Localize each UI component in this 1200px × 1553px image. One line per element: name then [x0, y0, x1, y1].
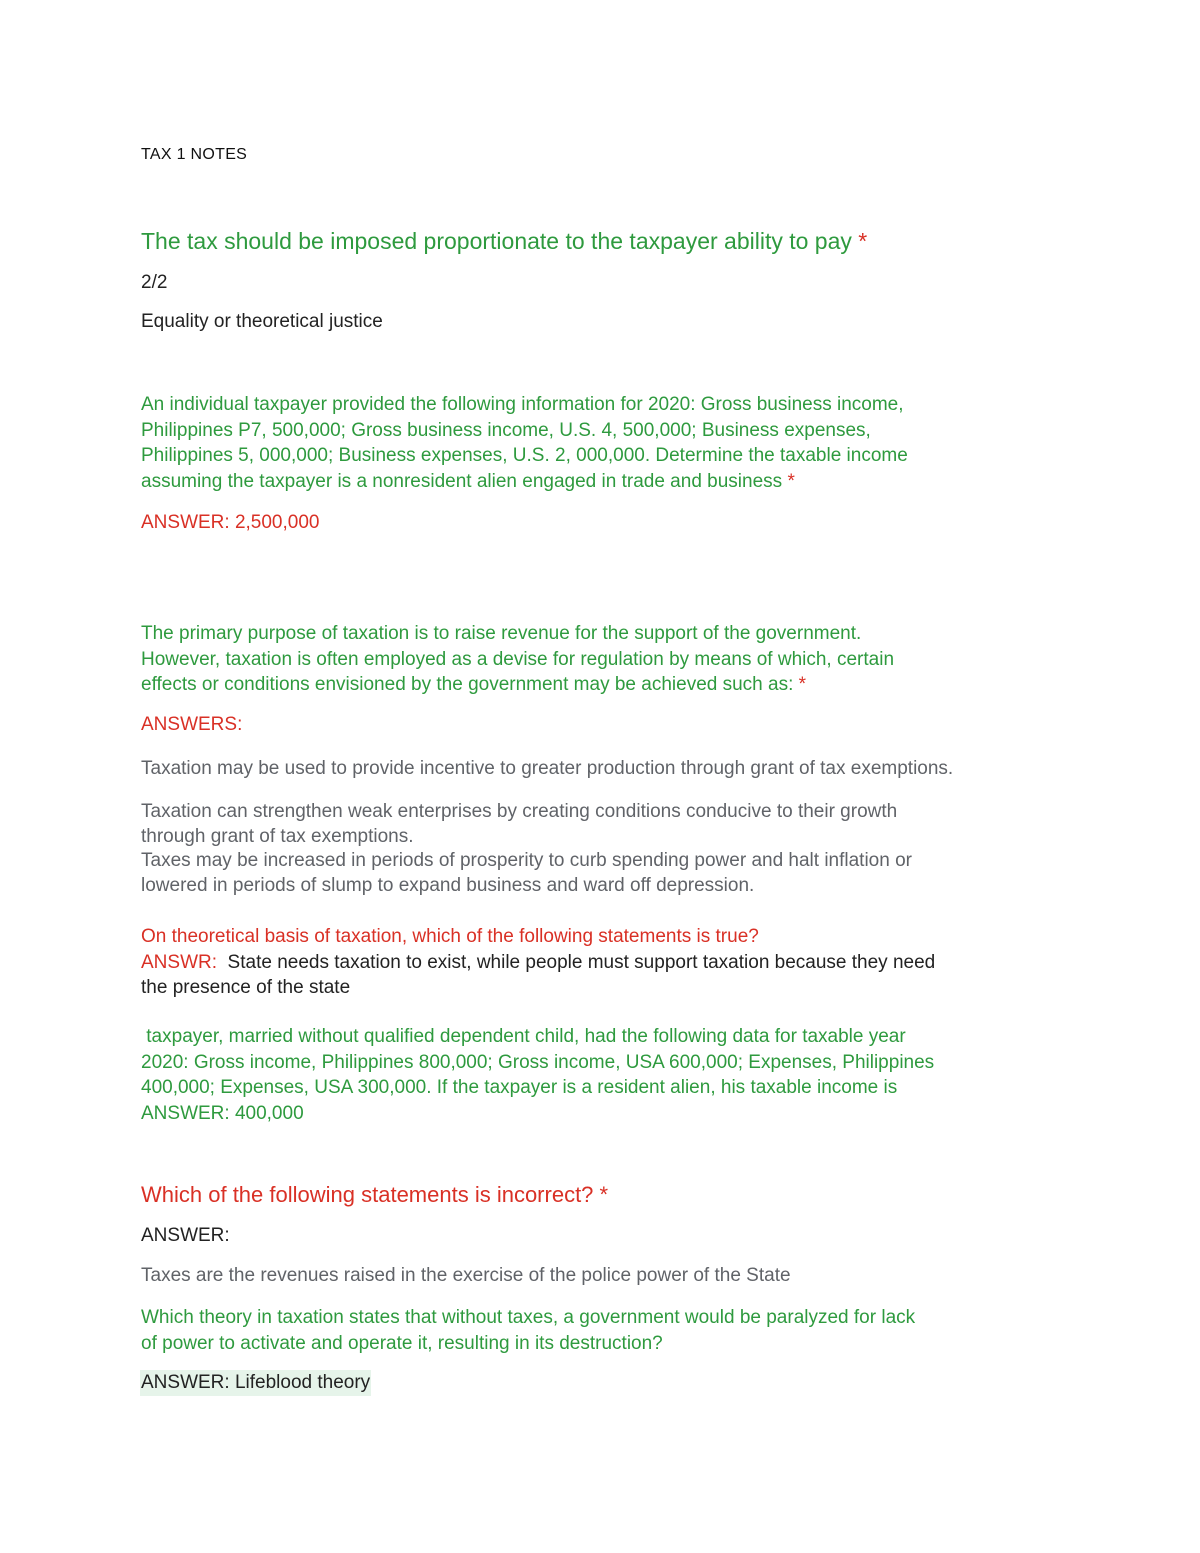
- question-6-text: Which of the following statements is incorrect?: [141, 1182, 594, 1207]
- question-4-answer-label: ANSWR:: [141, 951, 217, 973]
- answer-line: lowered in periods of slump to expand business and ward off depression.: [141, 874, 755, 896]
- question-4: [141, 924, 1051, 1001]
- question-7-answer: ANSWER: Lifeblood theory: [140, 1370, 371, 1396]
- question-6-answer-label: ANSWER:: [141, 1225, 230, 1246]
- question-7-line: of power to activate and operate it, resulting in its destruction?: [141, 1333, 663, 1354]
- answer-line: through grant of tax exemptions.: [141, 825, 414, 847]
- question-2-line: An individual taxpayer provided the following information for 2020: Gross business income,: [141, 394, 904, 415]
- question-5-line: 400,000; Expenses, USA 300,000. If the taxpayer is a resident alien, his taxable income is: [141, 1077, 898, 1098]
- question-2-line: Philippines 5, 000,000; Business expenses, U.S. 2, 000,000. Determine the taxable income: [141, 445, 908, 466]
- document-title: TAX 1 NOTES: [141, 146, 248, 163]
- question-3: [141, 621, 1071, 698]
- question-3-line: The primary purpose of taxation is to raise revenue for the support of the government.: [141, 623, 862, 644]
- question-1-score: 2/2: [141, 272, 168, 293]
- question-5-line: 2020: Gross income, Philippines 800,000; Gross income, USA 600,000; Expenses, Philippines: [141, 1051, 935, 1073]
- question-7-line: Which theory in taxation states that without taxes, a government would be paralyzed for lack: [141, 1307, 916, 1328]
- required-mark: *: [599, 1182, 609, 1207]
- question-4-answer-cont: the presence of the state: [141, 977, 351, 998]
- question-4-answer: State needs taxation to exist, while people must support taxation because they need: [217, 951, 936, 973]
- answer-line: Taxes may be increased in periods of prosperity to curb spending power and halt inflation or: [141, 850, 912, 871]
- question-1-answer: Equality or theoretical justice: [141, 311, 383, 332]
- question-1: [141, 228, 867, 255]
- question-6: [141, 1182, 608, 1208]
- question-6-answer: Taxes are the revenues raised in the exercise of the police power of the State: [141, 1265, 791, 1286]
- answer-line: Taxation can strengthen weak enterprises by creating conditions conducive to their growth: [141, 801, 898, 822]
- question-2-answer: ANSWER: 2,500,000: [141, 512, 320, 533]
- question-2-line: assuming the taxpayer is a nonresident alien engaged in trade and business: [141, 470, 783, 492]
- question-3-line: However, taxation is often employed as a devise for regulation by means of which, certain: [141, 648, 895, 670]
- question-5-line: taxpayer, married without qualified dependent child, had the following data for taxable year: [141, 1026, 906, 1047]
- question-3-answers-label: ANSWERS:: [141, 714, 243, 735]
- required-mark: *: [798, 674, 807, 695]
- question-3-answer-1: Taxation may be used to provide incentive to greater production through grant of tax exemptions.: [141, 758, 954, 779]
- question-1-text: The tax should be imposed proportionate to the taxpayer ability to pay: [141, 228, 852, 254]
- question-3-answer-3: [141, 849, 1061, 898]
- required-mark: *: [787, 470, 795, 492]
- question-3-answer-2: [141, 800, 1041, 849]
- question-5: [141, 1024, 1061, 1126]
- required-mark: *: [858, 228, 868, 254]
- question-2-line: Philippines P7, 500,000; Gross business income, U.S. 4, 500,000; Business expenses,: [141, 419, 871, 441]
- question-4-text: On theoretical basis of taxation, which of the following statements is true?: [141, 926, 759, 947]
- question-2: [141, 392, 1061, 494]
- question-5-answer: ANSWER: 400,000: [141, 1102, 304, 1124]
- question-7: [141, 1305, 1061, 1357]
- question-3-line: effects or conditions envisioned by the government may be achieved such as:: [141, 674, 794, 695]
